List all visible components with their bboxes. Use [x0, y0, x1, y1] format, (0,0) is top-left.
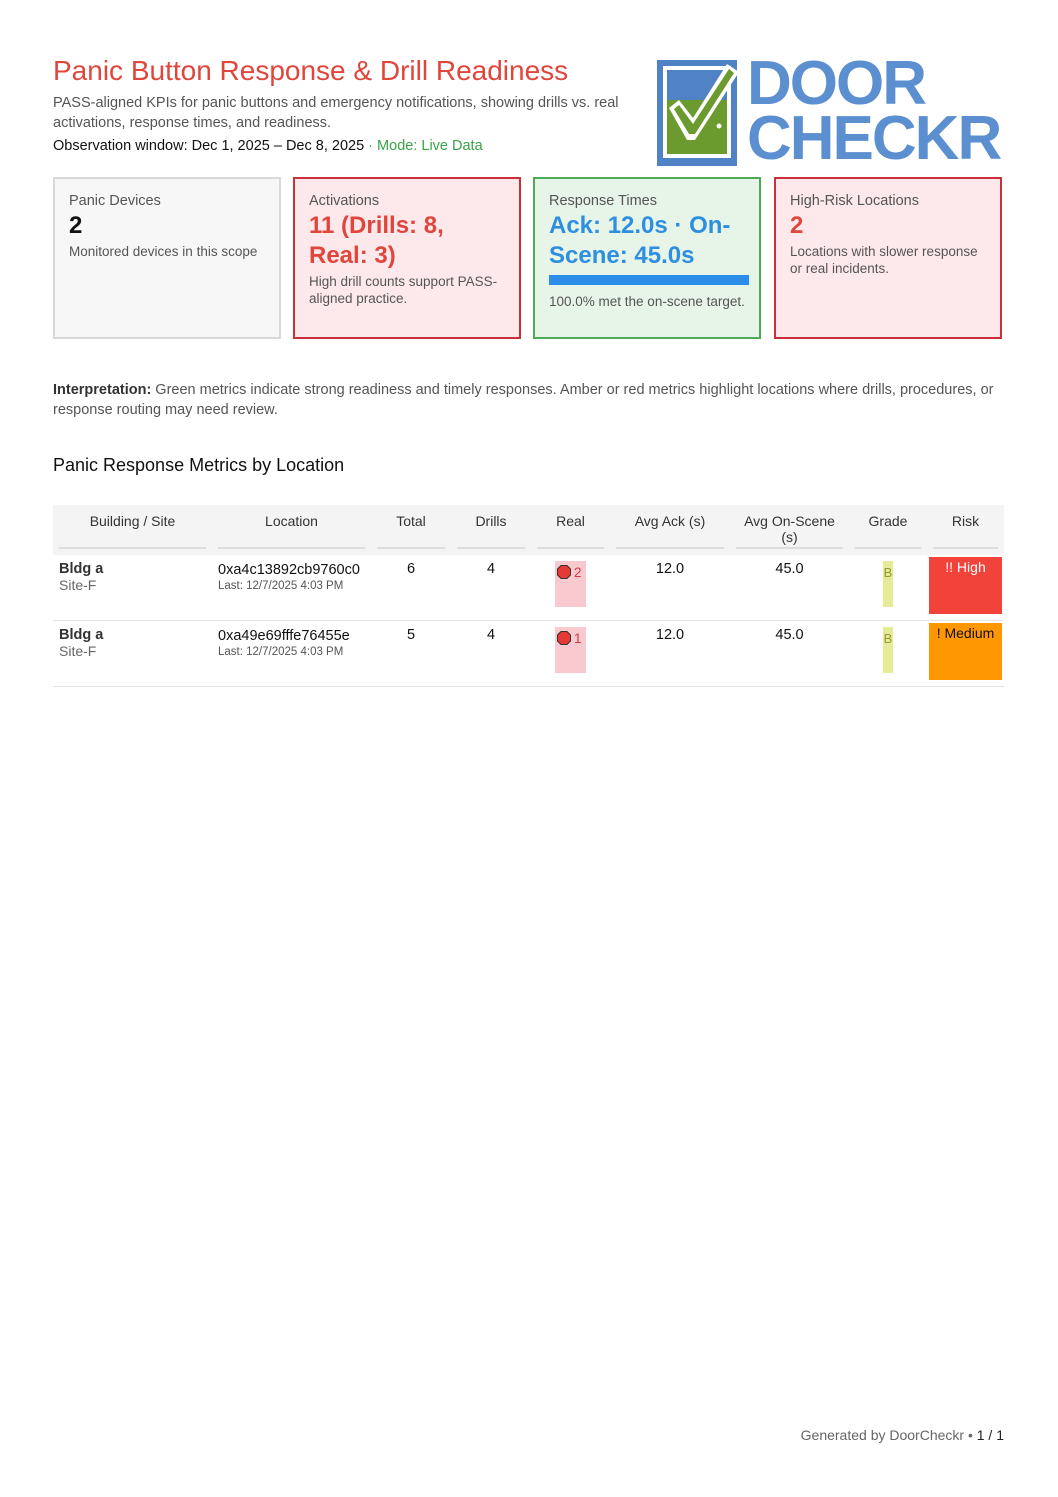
building-name: Bldg a	[59, 627, 104, 643]
kpi-description: Locations with slower response or real incidents.	[790, 244, 978, 276]
column-header: Building / Site	[53, 505, 212, 555]
real-count-badge	[555, 627, 586, 673]
site-name: Site-F	[59, 577, 97, 593]
site-name: Site-F	[59, 643, 97, 659]
column-header: Avg On-Scene (s)	[730, 505, 849, 555]
total-cell: 6	[371, 555, 451, 621]
report-subtitle: PASS-aligned KPIs for panic buttons and emergency notifications, showing drills vs. real activations, response times, and readiness.	[53, 95, 619, 131]
metrics-table	[53, 505, 1004, 687]
avg-ack-cell: 12.0	[610, 555, 730, 621]
kpi-description: Monitored devices in this scope	[69, 244, 258, 259]
stop-sign-icon	[557, 565, 571, 579]
mode-indicator: Mode: Live Data	[377, 138, 483, 154]
page-number: 1 / 1	[976, 1427, 1004, 1443]
grade-cell	[849, 621, 927, 687]
observation-window	[53, 138, 483, 154]
column-header: Grade	[849, 505, 927, 555]
building-name: Bldg a	[59, 561, 104, 577]
interpretation-lead: Interpretation:	[53, 382, 152, 398]
kpi-description: High drill counts support PASS-aligned practice.	[309, 274, 498, 306]
risk-badge-medium: ! Medium	[929, 623, 1002, 680]
last-activity: Last: 12/7/2025 4:03 PM	[218, 580, 344, 592]
location-cell	[212, 621, 371, 687]
column-header: Total	[371, 505, 451, 555]
kpi-description: 100.0% met the on-scene target.	[549, 294, 745, 309]
column-header: Drills	[451, 505, 531, 555]
kpi-value: 11 (Drills: 8, Real: 3)	[309, 212, 444, 269]
table-header-row	[53, 505, 1004, 555]
report-title: Panic Button Response & Drill Readiness	[53, 55, 569, 86]
kpi-label: High-Risk Locations	[790, 193, 919, 209]
risk-cell	[927, 621, 1004, 687]
grade-cell	[849, 555, 927, 621]
building-site-cell	[53, 555, 212, 621]
table-row	[53, 555, 1004, 621]
footer-text: Generated by DoorCheckr •	[800, 1427, 973, 1443]
location-id: 0xa49e69fffe76455e	[218, 628, 350, 644]
real-count-badge	[555, 561, 586, 607]
kpi-card-response-times	[533, 177, 761, 339]
kpi-label: Response Times	[549, 193, 657, 209]
grade-badge: B	[883, 627, 893, 673]
column-header: Avg Ack (s)	[610, 505, 730, 555]
observation-label: Observation window:	[53, 138, 188, 154]
kpi-card-activations	[293, 177, 521, 339]
total-cell: 5	[371, 621, 451, 687]
risk-cell	[927, 555, 1004, 621]
logo-word-checkr: CHECKR	[747, 104, 1001, 173]
kpi-card-panic-devices	[53, 177, 281, 339]
progress-fill	[549, 275, 749, 285]
avg-ack-cell: 12.0	[610, 621, 730, 687]
drills-cell: 4	[451, 555, 531, 621]
real-cell	[531, 621, 610, 687]
real-count: 1	[574, 631, 582, 646]
interpretation-text: Green metrics indicate strong readiness and timely responses. Amber or red metrics highlight locations where drills, procedures, or response routing may need review.	[53, 382, 994, 418]
column-header: Location	[212, 505, 371, 555]
building-site-cell	[53, 621, 212, 687]
doorcheckr-logo	[655, 49, 1001, 173]
observation-separator: ·	[368, 138, 374, 154]
last-activity: Last: 12/7/2025 4:03 PM	[218, 646, 344, 658]
kpi-card-high-risk-locations	[774, 177, 1002, 339]
page-footer	[801, 1427, 1004, 1443]
kpi-value: 2	[69, 212, 83, 239]
location-cell	[212, 555, 371, 621]
avg-onscene-cell: 45.0	[730, 621, 849, 687]
door-check-icon	[655, 56, 743, 168]
location-id: 0xa4c13892cb9760c0	[218, 562, 360, 578]
kpi-label: Activations	[309, 193, 380, 209]
real-cell	[531, 555, 610, 621]
avg-onscene-cell: 45.0	[730, 555, 849, 621]
metrics-table-container	[53, 505, 1004, 687]
kpi-value: Ack: 12.0s · On-Scene: 45.0s	[549, 212, 731, 269]
on-scene-progress-bar	[549, 275, 749, 285]
kpi-label: Panic Devices	[69, 193, 161, 209]
grade-badge: B	[883, 561, 893, 607]
drills-cell: 4	[451, 621, 531, 687]
stop-sign-icon	[557, 631, 571, 645]
column-header: Real	[531, 505, 610, 555]
kpi-value: 2	[790, 212, 804, 239]
risk-badge-high: !! High	[929, 557, 1002, 614]
logo-word-door: DOOR	[747, 49, 925, 118]
interpretation-note	[53, 381, 1003, 420]
column-header: Risk	[927, 505, 1004, 555]
section-title: Panic Response Metrics by Location	[53, 455, 345, 475]
real-count: 2	[574, 565, 582, 580]
table-row	[53, 621, 1004, 687]
observation-range: Dec 1, 2025 – Dec 8, 2025	[191, 138, 365, 154]
